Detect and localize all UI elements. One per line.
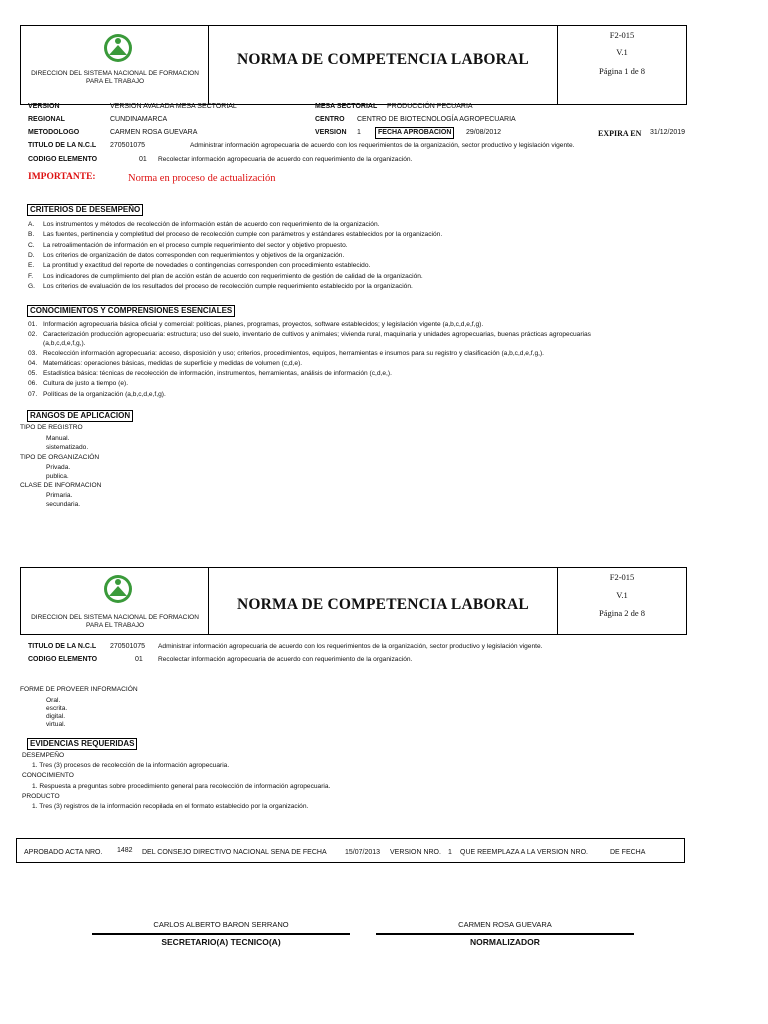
producto-item: 1. Tres (3) registros de la información recopilada en el formato establecido por la organización.: [32, 803, 309, 810]
approval-version-num: 1: [448, 849, 452, 856]
rangos-heading: RANGOS DE APLICACION: [27, 410, 133, 422]
header-meta-cell: [558, 26, 686, 104]
page1-header: [20, 25, 687, 105]
fecha-label: FECHA APROBACION: [375, 127, 454, 139]
signature-line-1: [92, 933, 350, 935]
header-title-cell: [209, 568, 558, 634]
conocimiento-text: Cultura de justo a tiempo (e).: [43, 380, 129, 387]
page-number: Página 2 de 8: [598, 608, 646, 618]
titulo-label: TITULO DE LA N.C.L: [28, 142, 97, 149]
criterio-key: G.: [28, 282, 35, 290]
conocimiento-label: CONOCIMIENTO: [22, 772, 74, 779]
criterio-text: Los criterios de organización de datos corresponden con requerimientos y objetivos de la organización.: [43, 251, 345, 259]
tipo-org-label: TIPO DE ORGANIZACIÓN: [20, 454, 100, 461]
header-org-cell: [21, 568, 209, 634]
sena-logo-icon: [103, 574, 133, 604]
conocimiento-key: 05.: [28, 370, 38, 377]
approval-acta-num: 1482: [117, 847, 133, 854]
org-name: DIRECCION DEL SISTEMA NACIONAL DE FORMACION PARA EL TRABAJO: [31, 614, 199, 629]
codigo-num: 01: [139, 156, 147, 163]
criterio-text: Los instrumentos y métodos de recolección de información están de acuerdo con requerimiento de la organización.: [43, 221, 380, 228]
fecha-value: 29/08/2012: [466, 129, 502, 136]
header-title-cell: [209, 26, 558, 104]
criterio-text: Las fuentes, pertinencia y completitud del proceso de recolección cumple con parámetros y estándares establecidos por la organización.: [43, 231, 443, 239]
evidencias-heading: EVIDENCIAS REQUERIDAS: [27, 738, 137, 750]
conocimiento-text: Estadística básica: técnicas de recolección de información, instrumentos, herramientas, análisis de información (c,d,e,).: [43, 370, 392, 377]
forma-4: virtual.: [46, 721, 66, 728]
desempeno-item: 1. Tres (3) procesos de recolección de la información agropecuaria.: [32, 762, 230, 769]
version-value: VERSION AVALADA MESA SECTORIAL: [110, 103, 237, 110]
conocimiento-key: 03.: [28, 350, 38, 357]
tipo-org-2: publica.: [46, 473, 69, 480]
tipo-org-1: Privada.: [46, 464, 71, 471]
criterios-heading: CRITERIOS DE DESEMPEÑO: [27, 204, 143, 216]
criterio-text: La retroalimentación de información en el proceso cumple requerimiento del sector y objetivo propuesto.: [43, 241, 348, 249]
codigo-label: CODIGO ELEMENTO: [28, 156, 98, 163]
form-version: V.1: [616, 590, 628, 600]
centro-label: CENTRO: [315, 116, 345, 123]
conocimiento-text: Recolección información agropecuaria: acceso, disposición y uso; criterios, procedimientos, equipos, herramientas e insumos para su registro y clasificación (a,b,c,d,e,f,g,).: [43, 350, 544, 357]
codigo-value: Recolectar información agropecuaria de acuerdo con requerimiento de la organización.: [158, 156, 413, 163]
titulo-code: 270501075: [110, 142, 146, 149]
tipo-registro-label: TIPO DE REGISTRO: [20, 424, 83, 431]
desempeno-label: DESEMPEÑO: [22, 752, 65, 759]
important-label: IMPORTANTE:: [28, 172, 96, 182]
approval-date: 15/07/2013: [345, 849, 381, 856]
forma-2: escrita.: [46, 705, 68, 712]
clase-2: secundaria.: [46, 501, 81, 508]
approval-acta-label: APROBADO ACTA NRO.: [24, 849, 103, 856]
criterio-text: La prontitud y exactitud del reporte de novedades o contingencias corresponden con procedimiento establecido.: [43, 262, 371, 270]
criterio-key: D.: [28, 251, 35, 259]
tipo-registro-1: Manual.: [46, 435, 70, 442]
metodologo-value: CARMEN ROSA GUEVARA: [110, 129, 198, 136]
page-title: NORMA DE COMPETENCIA LABORAL: [237, 51, 529, 68]
mesa-value: PRODUCCIÓN PECUARIA: [387, 103, 473, 110]
tipo-registro-2: sistematizado.: [46, 444, 89, 451]
conocimientos-heading: CONOCIMIENTOS Y COMPRENSIONES ESENCIALES: [27, 305, 235, 317]
expira-value: 31/12/2019: [650, 129, 686, 136]
important-text: Norma en proceso de actualización: [128, 173, 276, 184]
approval-version-label: VERSION NRO.: [390, 849, 441, 856]
page-title: NORMA DE COMPETENCIA LABORAL: [237, 596, 529, 613]
form-version: V.1: [616, 47, 628, 57]
version2-value: 1: [357, 129, 361, 136]
signature-name-1: CARLOS ALBERTO BARON SERRANO: [153, 920, 289, 929]
approval-de-fecha: DE FECHA: [610, 849, 646, 856]
titulo-label: TITULO DE LA N.C.L: [28, 643, 97, 650]
signature-line-2: [376, 933, 634, 935]
header-org-cell: [21, 26, 209, 104]
form-code: F2-015: [609, 572, 635, 582]
criterio-key: C.: [28, 241, 35, 249]
codigo-value: Recolectar información agropecuaria de acuerdo con requerimiento de la organización.: [158, 656, 413, 663]
criterio-text: Los indicadores de cumplimiento del plan de acción están de acuerdo con requerimiento de gestión de calidad de la organización.: [43, 272, 423, 280]
conocimiento-key: 02.: [28, 331, 38, 338]
conocimiento-item: 1. Respuesta a preguntas sobre procedimiento general para recolección de información agropecuaria.: [32, 783, 331, 790]
criterio-key: B.: [28, 231, 35, 239]
criterio-key: F.: [28, 272, 34, 280]
conocimiento-text: Caracterización producción agropecuaria: estructura; uso del suelo, inventario de cultivos y animales; vivienda rural, maquinaria y unidades agropecuarias, buenas prácticas agropecuarias: [43, 331, 591, 338]
signature-role-2: NORMALIZADOR: [470, 937, 540, 947]
regional-value: CUNDINAMARCA: [110, 116, 168, 123]
conocimiento-key: 07.: [28, 391, 38, 398]
page2-header: [20, 567, 687, 635]
codigo-num: 01: [135, 656, 143, 663]
metodologo-label: METODOLOGO: [28, 129, 80, 136]
page-number: Página 1 de 8: [598, 66, 646, 76]
producto-label: PRODUCTO: [22, 793, 60, 800]
clase-label: CLASE DE INFORMACION: [20, 482, 102, 489]
regional-label: REGIONAL: [28, 116, 65, 123]
criterio-key: E.: [28, 262, 35, 270]
criterio-text: Los criterios de evaluación de los resultados del proceso de recolección cumple requerimiento establecido por la organización.: [43, 282, 413, 290]
codigo-label: CODIGO ELEMENTO: [28, 656, 98, 663]
conocimiento-text: Información agropecuaria básica oficial y comercial: políticas, planes, programas, proyectos, software establecidos; y legislación vigente (a,b,c,d,e,f,g).: [43, 321, 484, 328]
mesa-label: MESA SECTORIAL: [315, 103, 378, 110]
org-name: DIRECCION DEL SISTEMA NACIONAL DE FORMACION PARA EL TRABAJO: [31, 70, 199, 85]
criterio-key: A.: [28, 221, 35, 228]
forma-3: digital.: [46, 713, 66, 720]
form-code: F2-015: [609, 30, 635, 40]
conocimiento-key: 06.: [28, 380, 38, 387]
header-meta-cell: [558, 568, 686, 634]
approval-box: [16, 838, 685, 863]
approval-consejo: DEL CONSEJO DIRECTIVO NACIONAL SENA DE FECHA: [142, 849, 327, 856]
version-label: VERSION: [28, 103, 60, 110]
signature-role-1: SECRETARIO(A) TECNICO(A): [161, 937, 281, 947]
sena-logo-icon: [103, 33, 133, 63]
signature-name-2: CARMEN ROSA GUEVARA: [458, 920, 552, 929]
expira-label: EXPIRA EN: [598, 129, 642, 138]
conocimiento-key: 01.: [28, 321, 38, 328]
titulo-value: Administrar información agropecuaria de acuerdo con los requerimientos de la organización, sector productivo y legislación vigente.: [190, 142, 575, 149]
version2-label: VERSION: [315, 129, 347, 136]
conocimiento-text: Matemáticas: operaciones básicas, medidas de superficie y medidas de volumen (c,d,e).: [43, 360, 303, 367]
conocimiento-text-cont: (a,b,c,d,e,f,g,).: [43, 340, 86, 347]
centro-value: CENTRO DE BIOTECNOLOGÍA AGROPECUARIA: [357, 116, 516, 123]
titulo-code: 270501075: [110, 643, 146, 650]
conocimiento-key: 04.: [28, 360, 38, 367]
approval-reemplaza: QUE REEMPLAZA A LA VERSION NRO.: [460, 849, 588, 856]
conocimiento-text: Políticas de la organización (a,b,c,d,e,f,g).: [43, 391, 166, 398]
clase-1: Primaria.: [46, 492, 73, 499]
forma-1: Oral.: [46, 697, 61, 704]
forma-label: FORME DE PROVEER INFORMACIÓN: [20, 686, 138, 693]
titulo-value: Administrar información agropecuaria de acuerdo con los requerimientos de la organización, sector productivo y legislación vigente.: [158, 643, 543, 650]
